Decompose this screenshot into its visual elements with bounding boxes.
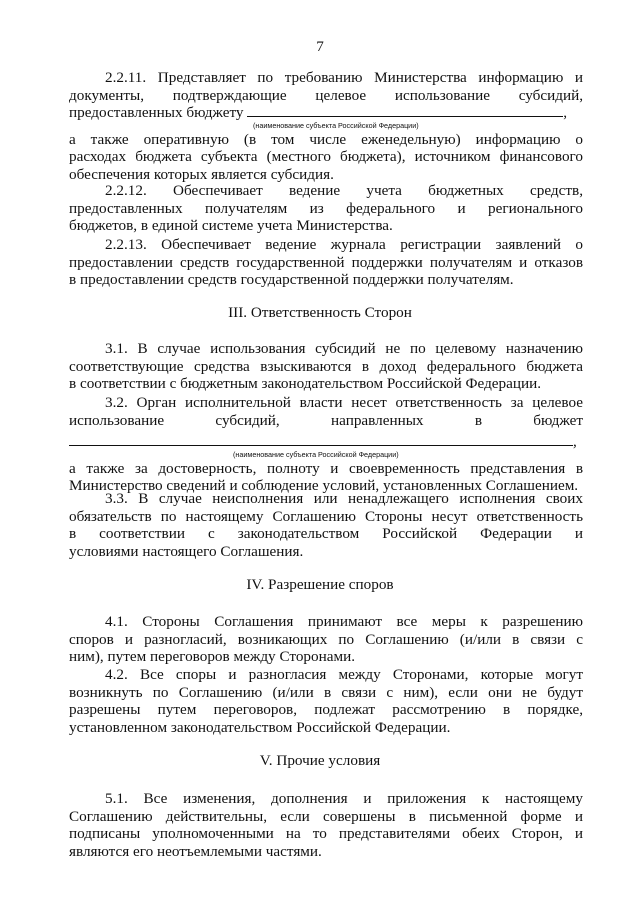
clause-2-2-11	[69, 69, 583, 184]
clause-3-2	[69, 394, 583, 495]
section-4-heading: IV. Разрешение споров	[246, 576, 394, 593]
clause-line: 4.1. Стороны Соглашения принимают все меры к разрешению	[105, 613, 583, 630]
clause-line: возникнуть по Соглашению (и/или в связи с ним), если они не будут	[69, 683, 583, 701]
clause-line: ним), путем переговоров между Сторонами.	[69, 648, 356, 666]
clause-line: обязательств по настоящему Соглашению Стороны несут ответственность	[69, 507, 583, 525]
line-end-comma: ,	[573, 433, 577, 451]
clause-2-2-12	[69, 182, 583, 235]
line-end-comma: ,	[563, 104, 568, 122]
clause-line-with-blank	[69, 433, 583, 451]
clause-line: подписаны уполномоченными на то представителями обеих Сторон, и	[69, 825, 583, 843]
clause-text: предоставленных бюджету	[69, 104, 244, 122]
clause-line: а также оперативную (в том числе еженедельную) информацию о	[69, 130, 583, 148]
clause-line: в соответствии с законодательством Российской Федерации и	[69, 525, 583, 543]
clause-line: 2.2.13. Обеспечивает ведение журнала регистрации заявлений о	[105, 236, 583, 253]
clause-line: Министерство сведений и соблюдение условий, установленных Соглашением.	[69, 477, 579, 495]
clause-2-2-13	[69, 236, 583, 289]
clause-line: 4.2. Все споры и разногласия между Сторонами, которые могут	[105, 666, 583, 683]
clause-5-1	[69, 790, 583, 860]
clause-line: разрешены путем переговоров, подлежат рассмотрению в порядке,	[69, 701, 583, 719]
clause-line: 2.2.12. Обеспечивает ведение учета бюджетных средств,	[105, 182, 583, 199]
section-5-heading: V. Прочие условия	[259, 752, 381, 769]
clause-line: 2.2.11. Представляет по требованию Министерства информацию и	[105, 69, 583, 86]
clause-line: являются его неотъемлемыми частями.	[69, 842, 322, 860]
page-number: 7	[316, 38, 324, 55]
clause-line: а также за достоверность, полноту и своевременность представления в	[69, 459, 583, 477]
clause-line: установленном законодательством Российской Федерации.	[69, 718, 451, 736]
clause-line: бюджетов, в единой системе учета Министерства.	[69, 217, 393, 235]
blank-caption: (наименование субъекта Российской Федерации)	[253, 120, 419, 130]
clause-3-3	[69, 490, 583, 560]
clause-line-with-blank	[69, 104, 583, 122]
clause-line: 3.2. Орган исполнительной власти несет ответственность за целевое	[105, 394, 583, 411]
clause-3-1	[69, 340, 583, 393]
clause-line: 5.1. Все изменения, дополнения и приложения к настоящему	[105, 790, 583, 807]
clause-line: Соглашению действительны, если совершены в письменной форме и	[69, 807, 583, 825]
clause-line: предоставленных получателям из федерального и регионального	[69, 199, 583, 217]
clause-line: 3.1. В случае использования субсидий не по целевому назначению	[105, 340, 583, 357]
blank-caption: (наименование субъекта Российской Федерации)	[233, 449, 399, 459]
clause-line: условиями настоящего Соглашения.	[69, 542, 304, 560]
section-3-heading: III. Ответственность Сторон	[228, 304, 412, 321]
clause-line: обеспечения которых является субсидия.	[69, 165, 334, 183]
clause-line: споров и разногласий, возникающих по Соглашению (и/или в связи с	[69, 630, 583, 648]
clause-line: документы, подтверждающие целевое использование субсидий,	[69, 86, 583, 104]
clause-line: расходах бюджета субъекта (местного бюджета), источником финансового	[69, 148, 583, 166]
clause-line: предоставлении средств государственной поддержки получателям и отказов	[69, 253, 583, 271]
clause-line: в соответствии с бюджетным законодательством Российской Федерации.	[69, 375, 542, 393]
clause-4-1	[69, 613, 583, 666]
clause-line: в предоставлении средств государственной поддержки получателям.	[69, 271, 514, 289]
clause-4-2	[69, 666, 583, 736]
clause-line: использование субсидий, направленных в бюджет	[69, 411, 583, 429]
clause-line: 3.3. В случае неисполнения или ненадлежащего исполнения своих	[105, 490, 583, 507]
fill-in-blank	[69, 433, 573, 446]
clause-line: соответствующие средства взыскиваются в доход федерального бюджета	[69, 357, 583, 375]
fill-in-blank	[247, 104, 563, 117]
